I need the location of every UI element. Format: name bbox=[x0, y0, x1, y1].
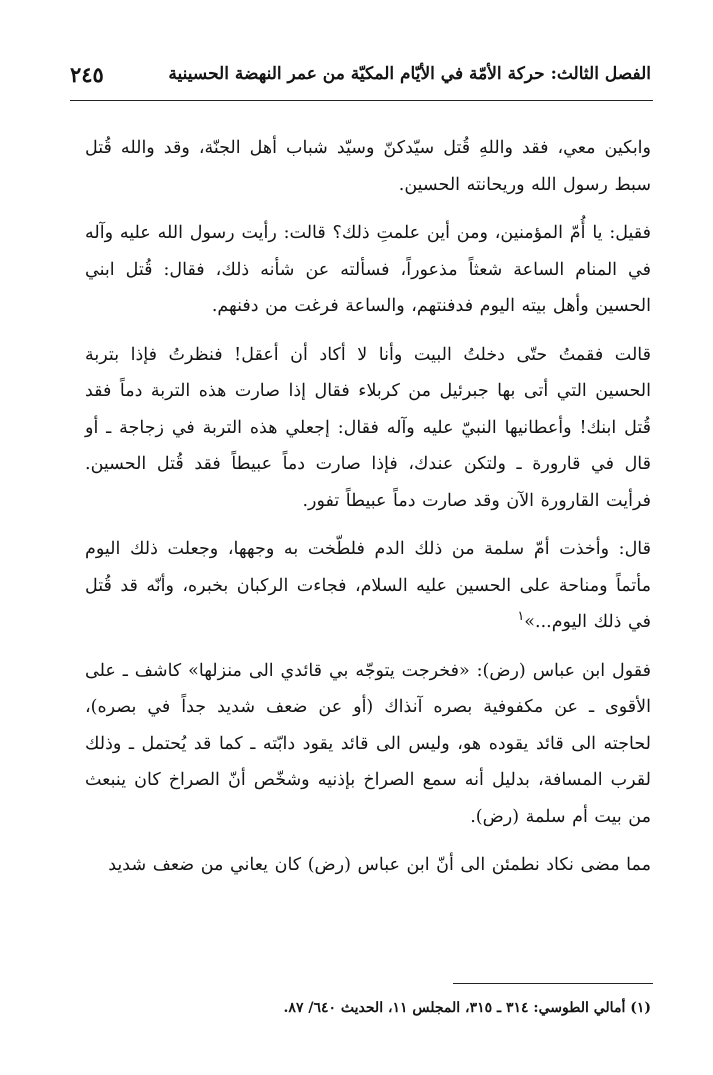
footnote: (١) أمالي الطوسي: ٣١٤ ـ ٣١٥، المجلس ١١، الحديث ٦٤٠/ ٨٧. bbox=[283, 1000, 651, 1016]
paragraph-2: فقيل: يا أُمّ المؤمنين، ومن أين علمتِ ذلك؟ قالت: رأيت رسول الله عليه وآله في المنام الساعة شعثاً مذعوراً، فسألته عن شأنه ذلك، فقال: قُتل ابني الحسين وأهل بيته اليوم فدفنتهم، والساعة فرغت من دفنهم. bbox=[85, 223, 651, 316]
paragraph-6: مما مضى نكاد نطمئن الى أنّ ابن عباس (رض) كان يعاني من ضعف شديد bbox=[108, 855, 651, 875]
footnote-reference: ١ bbox=[517, 609, 525, 625]
paragraph-3: قالت فقمتُ حتّى دخلتُ البيت وأنا لا أكاد أن أعقل! فنظرتُ فإذا بتربة الحسين التي أتى بها جبرئيل من كربلاء فقال إذا صارت هذه التربة دماً فقد قُتل ابنك! وأعطانيها النبيّ عليه وآله فقال: إجعلي هذه التربة في زجاجة ـ أو قال في قارورة ـ ولتكن عندك، فإذا صارت دماً عبيطاً فقد قُتل الحسين. فرأيت القارورة الآن وقد صارت دماً عبيطاً تفور. bbox=[85, 344, 651, 511]
paragraph-1: وابكين معي، فقد واللهِ قُتل سيّدكنّ وسيّد شباب أهل الجنّة، وقد والله قُتل سبط رسول الله وريحانته الحسين. bbox=[85, 138, 651, 195]
running-header bbox=[70, 58, 651, 98]
body-text bbox=[85, 130, 651, 896]
paragraph-4 bbox=[85, 531, 651, 641]
chapter-title: الفصل الثالث: حركة الأمّة في الأيّام المكيّة من عمر النهضة الحسينية bbox=[168, 64, 651, 84]
paragraph-5: فقول ابن عباس (رض): «فخرجت يتوجّه بي قائدي الى منزلها» كاشف ـ على الأقوى ـ عن مكفوفية بصره آنذاك (أو عن ضعف شديد جداً في بصره)، لحاجته الى قائد يقوده هو، وليس الى قائد يقود دابّته ـ كما قد يُحتمل ـ وذلك لقرب المسافة، بدليل أنه سمع الصراخ بإذنيه وشخّص أنّ الصراخ كان ينبعث من بيت أم سلمة (رض). bbox=[85, 660, 651, 827]
page-number: ٢٤٥ bbox=[70, 62, 104, 87]
footnote-divider bbox=[453, 983, 653, 984]
header-divider bbox=[70, 100, 653, 101]
paragraph-4-text: قال: وأخذت أمّ سلمة من ذلك الدم فلطّخت به وجهها، وجعلت ذلك اليوم مأتماً ومناحة على الحسين عليه السلام، فجاءت الركبان بخبره، وأنّه قد قُتل في ذلك اليوم...» bbox=[85, 539, 651, 632]
